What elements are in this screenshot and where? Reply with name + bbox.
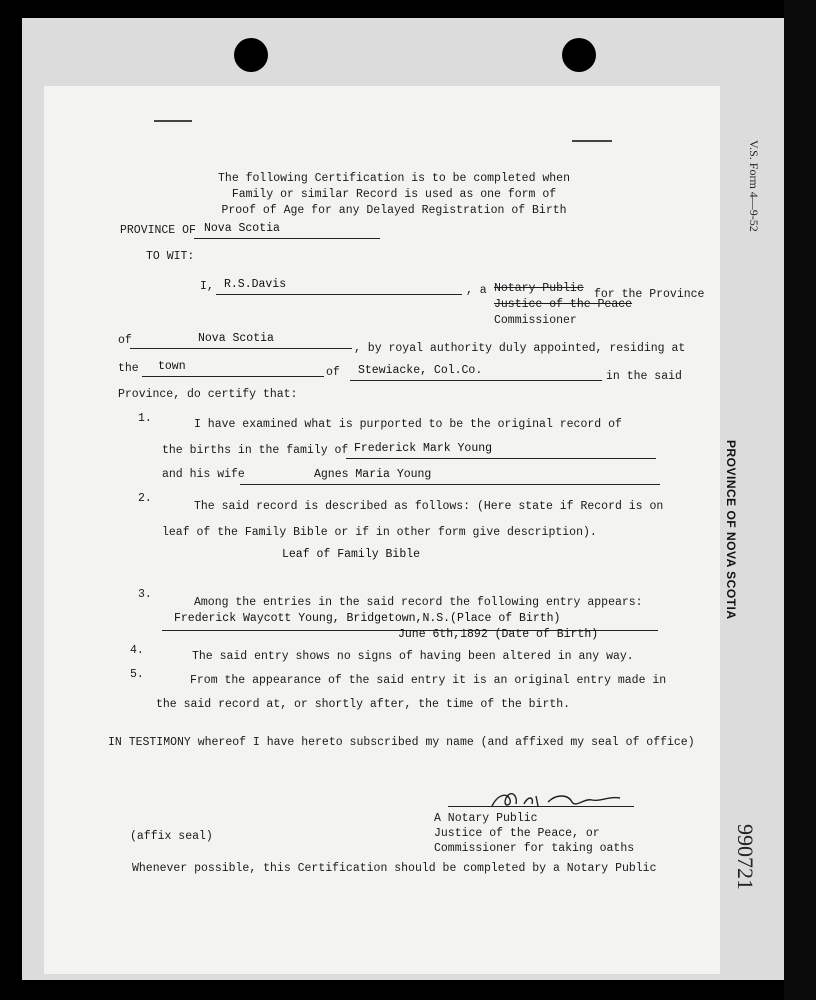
residence-suffix: in the said xyxy=(606,370,682,383)
scan-mark xyxy=(154,120,192,122)
testimony-line: IN TESTIMONY whereof I have hereto subscribed my name (and affixed my seal of office) xyxy=(108,736,695,749)
title-commissioner: Commissioner xyxy=(494,314,577,327)
form-number: V.S. Form 4—9-52 xyxy=(747,140,761,232)
item-5-number: 5. xyxy=(130,668,144,681)
header-line-3: Proof of Age for any Delayed Registration of Birth xyxy=(221,204,567,217)
item-1-number: 1. xyxy=(138,412,152,425)
title-for-province: for the Province xyxy=(594,288,705,301)
item-3-line-1: Among the entries in the said record the following entry appears: xyxy=(194,596,643,609)
to-wit-label: TO WIT: xyxy=(146,250,195,263)
item-4-number: 4. xyxy=(130,644,144,657)
province-underline xyxy=(194,238,380,239)
record-description: Leaf of Family Bible xyxy=(282,548,421,561)
of-label: of xyxy=(118,334,132,347)
of-underline xyxy=(130,348,352,349)
title-justice: Justice of the Peace xyxy=(494,298,633,311)
item-5-line-1: From the appearance of the said entry it is an original entry made in xyxy=(190,674,667,687)
footer-note: Whenever possible, this Certification should be completed by a Notary Public xyxy=(132,862,657,875)
certificate-page xyxy=(44,86,720,974)
item-1-family-label: the births in the family of xyxy=(162,444,349,457)
punch-hole-right xyxy=(562,38,596,72)
entry-underline xyxy=(162,630,658,631)
entry-date-of-birth: June 6th,1892 (Date of Birth) xyxy=(398,628,599,641)
declarant-underline xyxy=(216,294,462,295)
item-2-line-2: leaf of the Family Bible or if in other form give description). xyxy=(162,526,597,539)
title-notary: Notary Public xyxy=(494,282,584,295)
residence-the: the xyxy=(118,362,139,375)
province-label: PROVINCE OF xyxy=(120,224,196,237)
signature-graphic xyxy=(472,786,647,814)
residence-town: Stewiacke, Col.Co. xyxy=(358,364,483,377)
declarant-name: R.S.Davis xyxy=(224,278,287,291)
of-place: Nova Scotia xyxy=(198,332,274,345)
item-2-line-1: The said record is described as follows: (Here state if Record is on xyxy=(194,500,664,513)
header-line-1: The following Certification is to be completed when xyxy=(218,172,570,185)
item-1-line-1: I have examined what is purported to be the original record of xyxy=(194,418,622,431)
item-2-number: 2. xyxy=(138,492,152,505)
province-side-title: PROVINCE OF NOVA SCOTIA xyxy=(724,440,738,620)
item-4-line-1: The said entry shows no signs of having been altered in any way. xyxy=(192,650,634,663)
record-number: 990721 xyxy=(733,824,758,890)
signature-title-2: Justice of the Peace, or xyxy=(434,827,600,840)
residence-type: town xyxy=(158,360,186,373)
item-1-wife-label: and his wife xyxy=(162,468,245,481)
residence-of: of xyxy=(326,366,340,379)
affix-seal-label: (affix seal) xyxy=(130,830,213,843)
header-line-2: Family or similar Record is used as one form of xyxy=(231,188,557,201)
certify-line: Province, do certify that: xyxy=(118,388,298,401)
declarant-title-a: , a xyxy=(466,284,487,297)
province-value: Nova Scotia xyxy=(204,222,280,235)
father-underline xyxy=(346,458,656,459)
father-name: Frederick Mark Young xyxy=(354,442,493,455)
entry-place-of-birth: Frederick Waycott Young, Bridgetown,N.S.(Place of Birth) xyxy=(174,612,561,625)
declarant-prefix: I, xyxy=(200,280,214,293)
mother-name: Agnes Maria Young xyxy=(314,468,432,481)
signature-title-1: A Notary Public xyxy=(434,812,538,825)
scan-mark xyxy=(572,140,612,142)
punch-hole-left xyxy=(234,38,268,72)
item-5-line-2: the said record at, or shortly after, the time of the birth. xyxy=(156,698,571,711)
item-3-number: 3. xyxy=(138,588,152,601)
scan-edge xyxy=(784,0,816,1000)
residence-town-underline xyxy=(350,380,602,381)
mother-underline xyxy=(240,484,660,485)
signature-underline xyxy=(448,806,634,807)
signature-title-3: Commissioner for taking oaths xyxy=(434,842,635,855)
residence-type-underline xyxy=(142,376,324,377)
of-suffix: , by royal authority duly appointed, residing at xyxy=(354,342,686,355)
